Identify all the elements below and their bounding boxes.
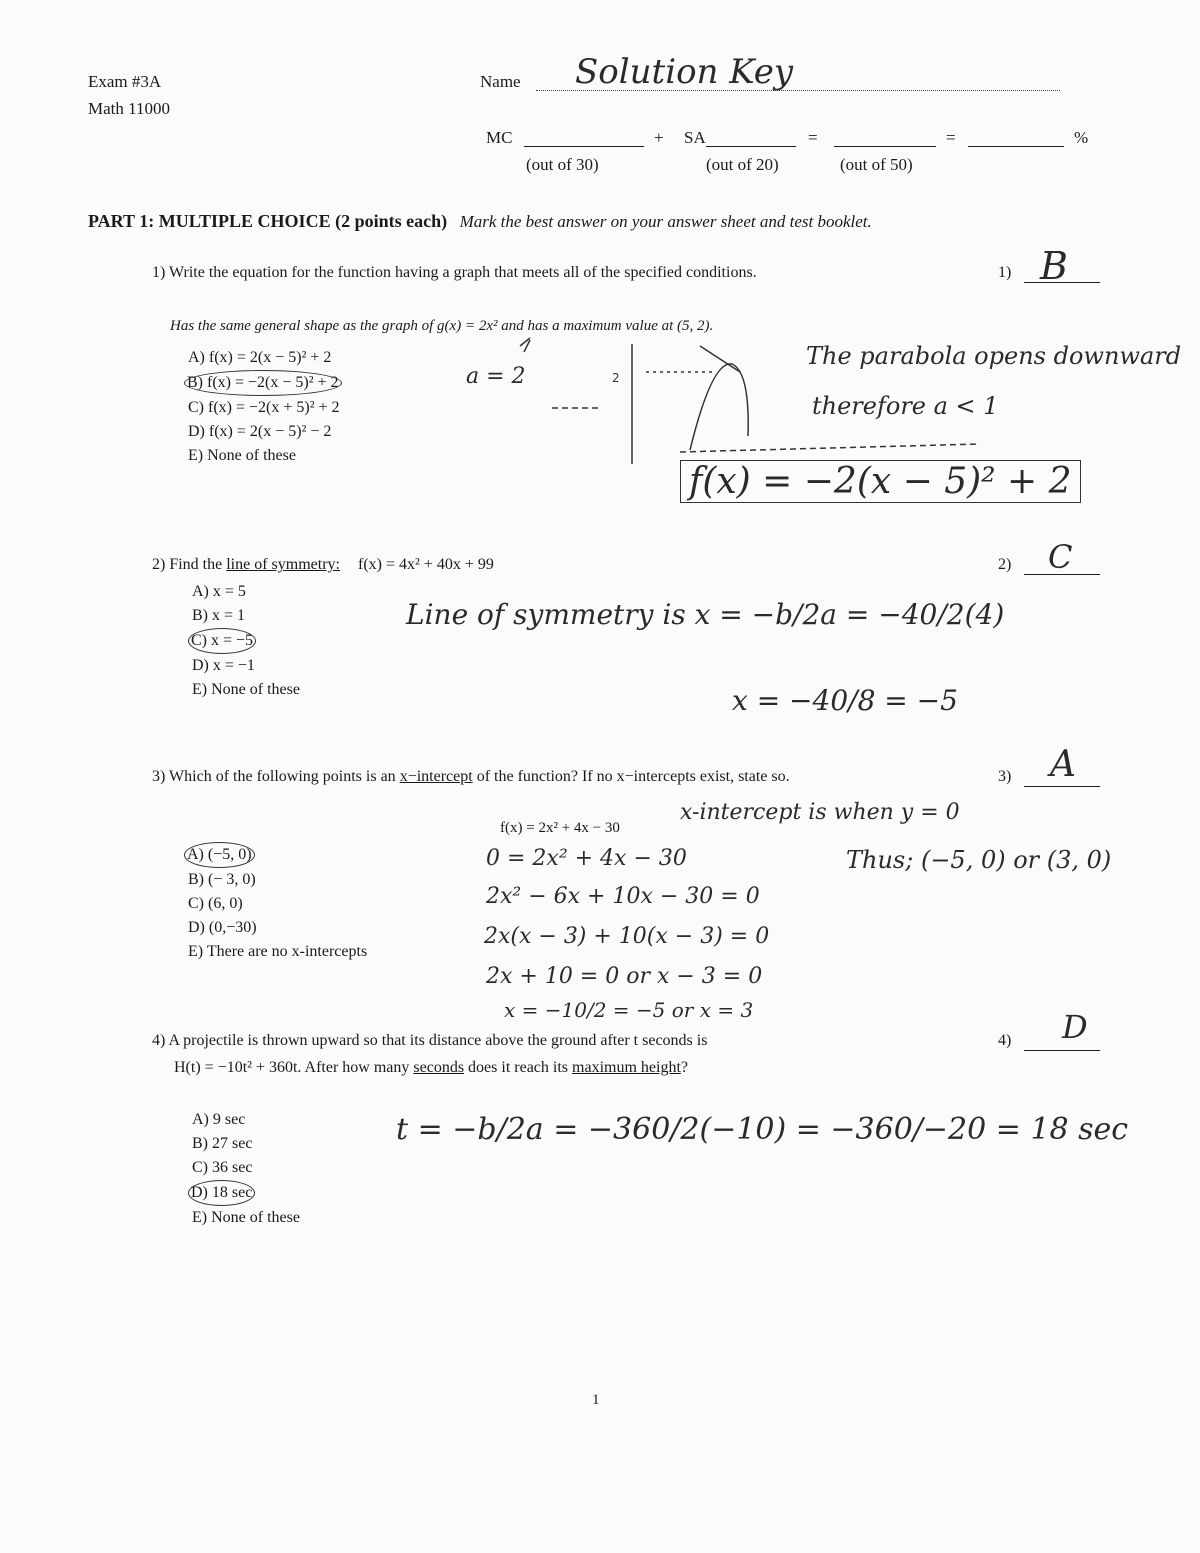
option-2c[interactable]: C) x = −5 — [188, 628, 256, 654]
q3-work-line5: 2x + 10 = 0 or x − 3 = 0 — [486, 964, 763, 989]
question-1-subtext: Has the same general shape as the graph of g(x) = 2x² and has a maximum value at (5, 2). — [170, 318, 714, 334]
answer-2-value: C — [1048, 538, 1073, 576]
question-2-underlined: line of symmetry: — [226, 556, 340, 573]
percent-sign: % — [1074, 128, 1089, 147]
option-2a[interactable]: A) x = 5 — [192, 583, 246, 600]
answer-3-value: A — [1050, 744, 1076, 785]
question-3-underlined: x−intercept — [399, 768, 473, 785]
answer-4-value: D — [1062, 1008, 1088, 1046]
option-3d[interactable]: D) (0,−30) — [188, 919, 257, 936]
option-1c[interactable]: C) f(x) = −2(x + 5)² + 2 — [188, 399, 340, 416]
total-out-of: (out of 50) — [840, 155, 913, 174]
equals-2: = — [946, 128, 956, 147]
question-4-text: A projectile is thrown upward so that its distance above the ground after t seconds is — [168, 1032, 708, 1049]
sketch-arrow — [520, 338, 530, 352]
option-1b[interactable]: B) f(x) = −2(x − 5)² + 2 — [184, 370, 342, 396]
equals-1: = — [808, 128, 818, 147]
option-1e[interactable]: E) None of these — [188, 447, 296, 464]
question-3-text2: of the function? If no x−intercepts exist, state so. — [476, 768, 790, 785]
plus-sign: + — [654, 128, 664, 147]
question-3-text: Which of the following points is an — [169, 768, 396, 785]
answer-3-label: 3) — [998, 768, 1012, 785]
name-value: Solution Key — [575, 52, 794, 92]
option-2b[interactable]: B) x = 1 — [192, 607, 246, 624]
option-2e[interactable]: E) None of these — [192, 681, 300, 698]
q2-work-line1: Line of symmetry is x = −b/2a = −40/2(4) — [406, 598, 1005, 631]
page-number: 1 — [592, 1392, 600, 1408]
question-2-text: Find the — [169, 556, 223, 573]
course-label: Math 11000 — [88, 99, 171, 118]
question-2-number: 2) — [152, 556, 166, 573]
q3-work-line3: 2x² − 6x + 10x − 30 = 0 — [486, 884, 760, 909]
question-1-text: Write the equation for the function having a graph that meets all of the specified conditions. — [169, 264, 757, 281]
answer-4-label: 4) — [998, 1032, 1012, 1049]
q4-work: t = −b/2a = −360/2(−10) = −360/−20 = 18 sec — [396, 1112, 1129, 1147]
sketch-tick-label: 2 — [612, 371, 620, 385]
answer-1-value: B — [1040, 244, 1068, 288]
question-4-underlined-max: maximum height — [572, 1059, 681, 1076]
name-label: Name — [480, 72, 521, 91]
mc-label: MC — [486, 128, 513, 147]
question-4-number: 4) — [152, 1032, 166, 1049]
option-4d[interactable]: D) 18 sec — [188, 1180, 255, 1206]
question-3-function: f(x) = 2x² + 4x − 30 — [500, 820, 620, 836]
q1-work-a: a = 2 — [466, 364, 526, 389]
option-3c[interactable]: C) (6, 0) — [188, 895, 243, 912]
option-1a[interactable]: A) f(x) = 2(x − 5)² + 2 — [188, 349, 332, 366]
question-4-function: H(t) = −10t² + 360t. After how many — [174, 1059, 410, 1076]
answer-2-label: 2) — [998, 556, 1012, 573]
option-3e[interactable]: E) There are no x-intercepts — [188, 943, 368, 960]
question-4-text-c: ? — [680, 1059, 688, 1076]
exam-label: Exam #3A — [88, 72, 162, 91]
q1-work-therefore: therefore a < 1 — [812, 392, 999, 420]
answer-1-label: 1) — [998, 264, 1012, 281]
option-3b[interactable]: B) (− 3, 0) — [188, 871, 256, 888]
question-4-underlined-seconds: seconds — [413, 1059, 465, 1076]
option-2d[interactable]: D) x = −1 — [192, 657, 255, 674]
option-1d[interactable]: D) f(x) = 2(x − 5)² − 2 — [188, 423, 332, 440]
mc-out-of: (out of 30) — [526, 155, 599, 174]
q3-work-line4: 2x(x − 3) + 10(x − 3) = 0 — [484, 924, 770, 949]
q1-work-answer: f(x) = −2(x − 5)² + 2 — [680, 460, 1081, 503]
option-4b[interactable]: B) 27 sec — [192, 1135, 253, 1152]
part1-title: PART 1: MULTIPLE CHOICE (2 points each) — [88, 211, 448, 231]
part1-instruction: Mark the best answer on your answer sheet and test booklet. — [459, 212, 872, 231]
question-1-number: 1) — [152, 264, 166, 281]
option-4a[interactable]: A) 9 sec — [192, 1111, 246, 1128]
q3-work-thus: Thus; (−5, 0) or (3, 0) — [846, 846, 1112, 874]
q3-work-line2: 0 = 2x² + 4x − 30 — [486, 846, 687, 871]
option-4c[interactable]: C) 36 sec — [192, 1159, 253, 1176]
sa-label: SA — [684, 128, 706, 147]
q3-work-line6: x = −10/2 = −5 or x = 3 — [504, 998, 754, 1022]
sa-out-of: (out of 20) — [706, 155, 779, 174]
option-4e[interactable]: E) None of these — [192, 1209, 300, 1226]
q2-work-line2: x = −40/8 = −5 — [732, 684, 958, 717]
question-2-function: f(x) = 4x² + 40x + 99 — [357, 556, 494, 573]
sketch-parabola — [690, 364, 748, 450]
question-4-text-b: does it reach its — [468, 1059, 569, 1076]
option-3a[interactable]: A) (−5, 0) — [184, 842, 255, 868]
q1-work-opens: The parabola opens downward — [806, 342, 1182, 370]
question-3-number: 3) — [152, 768, 166, 785]
sketch-guide-line — [680, 444, 980, 452]
sketch-vertex-mark — [700, 346, 740, 372]
q3-work-line1: x-intercept is when y = 0 — [680, 800, 960, 825]
